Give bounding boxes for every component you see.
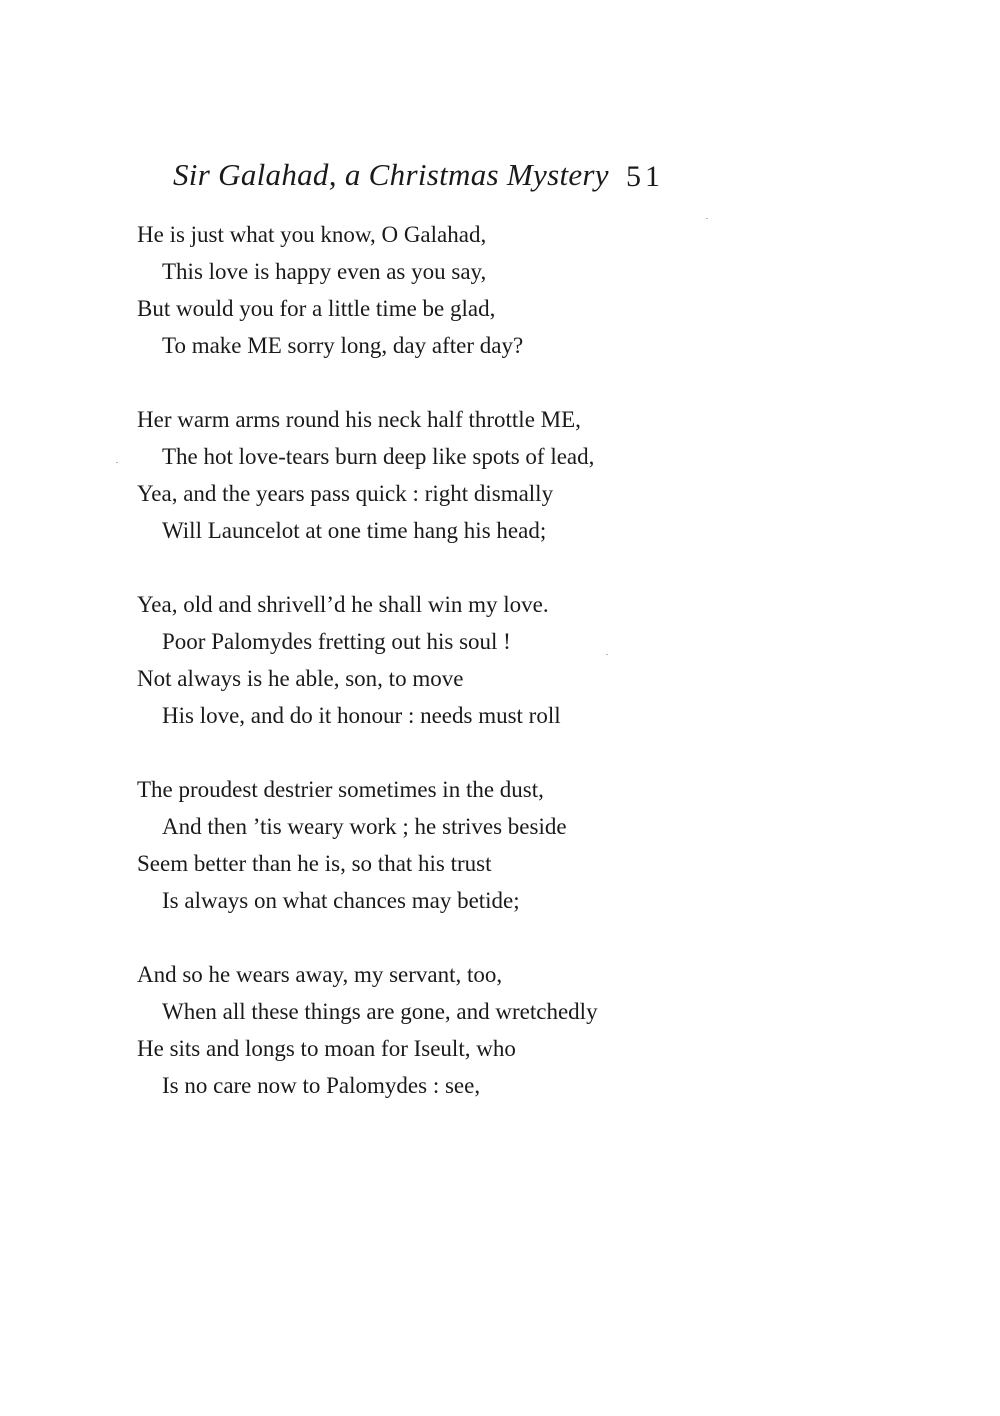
running-title: Sir Galahad, a Christmas Mystery <box>173 157 609 192</box>
poem-body <box>137 216 737 1141</box>
poem-line: Yea, and the years pass quick : right dismally <box>137 481 554 506</box>
poem-line: This love is happy even as you say, <box>162 259 487 284</box>
poem-line: He sits and longs to moan for Iseult, who <box>137 1036 516 1061</box>
poem-line: Not always is he able, son, to move <box>137 666 464 691</box>
poem-line: When all these things are gone, and wretchedly <box>162 999 598 1024</box>
stanza-5 <box>137 956 737 1104</box>
scan-speck <box>116 462 118 463</box>
stanza-4 <box>137 771 737 919</box>
poem-line: The hot love-tears burn deep like spots of lead, <box>162 444 595 469</box>
poem-line: But would you for a little time be glad, <box>137 296 496 321</box>
page-number: 51 <box>626 160 664 193</box>
poem-line: He is just what you know, O Galahad, <box>137 222 487 247</box>
stanza-1 <box>137 216 737 364</box>
stanza-2 <box>137 401 737 549</box>
poem-line: Yea, old and shrivell’d he shall win my love. <box>137 592 549 617</box>
poem-line: Her warm arms round his neck half throttle ME, <box>137 407 581 432</box>
poem-line: And so he wears away, my servant, too, <box>137 962 503 987</box>
poem-line: Will Launcelot at one time hang his head; <box>162 518 547 543</box>
scan-speck <box>706 218 708 219</box>
poem-line: And then ’tis weary work ; he strives beside <box>162 814 567 839</box>
poem-line: Poor Palomydes fretting out his soul ! <box>162 629 511 654</box>
poem-line: Is no care now to Palomydes : see, <box>162 1073 481 1098</box>
stanza-3 <box>137 586 737 734</box>
poem-line: To make ME sorry long, day after day? <box>162 333 524 358</box>
poem-line: Seem better than he is, so that his trust <box>137 851 492 876</box>
scan-speck <box>606 654 608 655</box>
poem-line: His love, and do it honour : needs must roll <box>162 703 561 728</box>
poem-line: Is always on what chances may betide; <box>162 888 520 913</box>
poem-line: The proudest destrier sometimes in the dust, <box>137 777 544 802</box>
